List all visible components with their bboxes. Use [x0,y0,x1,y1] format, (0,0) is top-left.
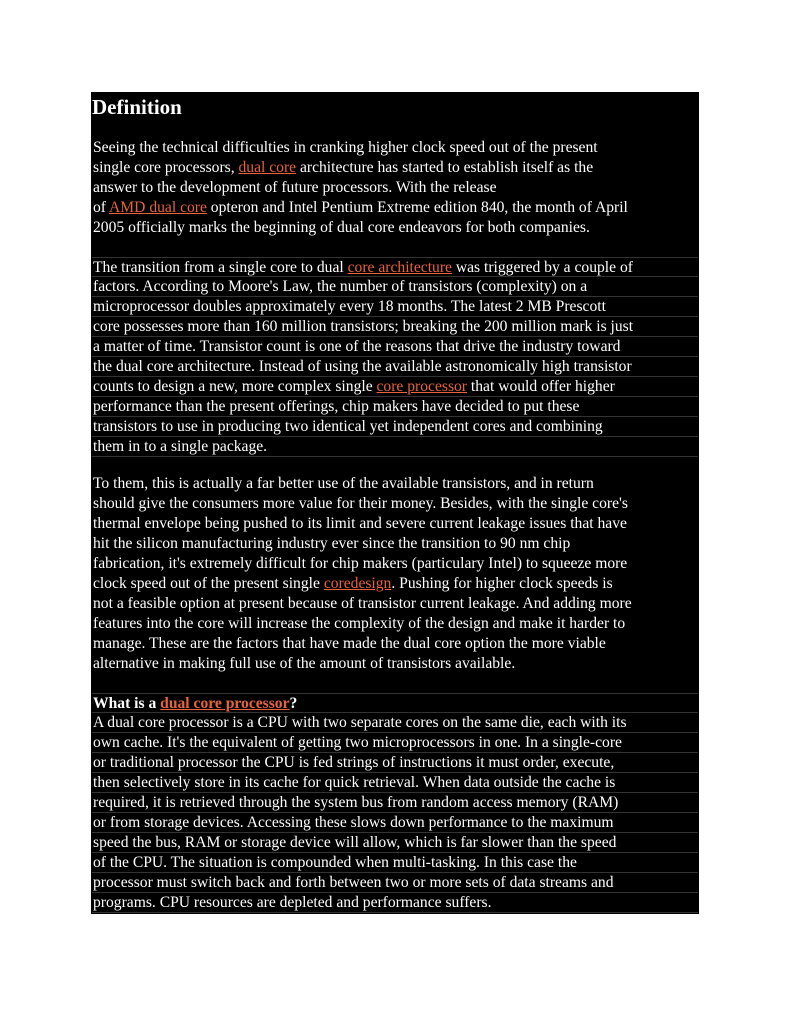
text-line [92,733,698,753]
text: What is a [93,695,161,712]
coredesign-link[interactable]: coredesign [323,575,392,592]
text-line [92,437,698,457]
text: architecture has started to establish itself as the [296,159,594,176]
text: hit the silicon manufacturing industry ever since the transition to 90 nm chip [93,535,571,552]
text: manage. These are the factors that have made the dual core option the more viable [93,635,606,652]
paragraph-transistors [92,474,698,674]
text: was triggered by a couple of [451,259,633,276]
text: Seeing the technical difficulties in cranking higher clock speed out of the present [93,139,598,156]
text-line [92,753,698,773]
text: not a feasible option at present because of transistor current leakage. And adding more [93,595,632,612]
text-line [92,793,698,813]
text: answer to the development of future processors. With the release [93,179,497,196]
text-line [92,713,698,733]
text-line [92,218,698,238]
paragraph-what-is [92,693,698,913]
text: then selectively store in its cache for quick retrieval. When data outside the cache is [93,774,616,791]
text-line [92,853,698,873]
text-line [92,873,698,893]
text-line [92,773,698,793]
core-architecture-link[interactable]: core architecture [347,259,452,276]
core-processor-link[interactable]: core processor [376,378,468,395]
text: transistors to use in producing two identical yet independent cores and combining [93,418,603,435]
text: a matter of time. Transistor count is one of the reasons that drive the industry toward [93,338,621,355]
text: To them, this is actually a far better use of the available transistors, and in return [93,475,594,492]
text: or from storage devices. Accessing these slows down performance to the maximum [93,814,614,831]
amd-dual-core-link[interactable]: AMD dual core [109,199,207,216]
text: own cache. It's the equivalent of getting two microprocessors in one. In a single-core [93,734,622,751]
text: microprocessor doubles approximately every 18 months. The latest 2 MB Prescott [93,298,606,315]
paragraph-intro [92,138,698,238]
text-line [92,813,698,833]
text-line [92,317,698,337]
text: features into the core will increase the complexity of the design and make it harder to [93,615,626,632]
text-line [92,514,698,534]
text-line [92,534,698,554]
text: 2005 officially marks the beginning of dual core endeavors for both companies. [93,219,590,236]
text-line [92,158,698,178]
text: factors. According to Moore's Law, the number of transistors (complexity) on a [93,278,588,295]
text-line [92,277,698,297]
text: fabrication, it's extremely difficult for chip makers (particulary Intel) to squeeze more [93,555,628,572]
text-line [92,574,698,594]
text-line [92,614,698,634]
text-line [92,357,698,377]
text: core possesses more than 160 million transistors; breaking the 200 million mark is just [93,318,634,335]
text-line [92,198,698,218]
text-line [92,634,698,654]
text-line [92,594,698,614]
text: should give the consumers more value for their money. Besides, with the single core's [93,495,628,512]
text: opteron and Intel Pentium Extreme edition 840, the month of April [206,199,628,216]
text-line [92,554,698,574]
text-line [92,138,698,158]
text-line [92,474,698,494]
text-line [92,893,698,913]
page-title: Definition [92,95,182,119]
article-block [91,92,699,914]
text: required, it is retrieved through the system bus from random access memory (RAM) [93,794,619,811]
section-heading [92,693,698,713]
text: The transition from a single core to dual [93,259,348,276]
dual-core-processor-link[interactable]: dual core processor [160,695,290,712]
text-line [92,654,698,674]
text-line [92,257,698,277]
text: of [93,199,110,216]
dual-core-link[interactable]: dual core [238,159,297,176]
text: speed the bus, RAM or storage device will allow, which is far slower than the speed [93,834,617,851]
text: counts to design a new, more complex single [93,378,377,395]
paragraph-transition [92,257,698,457]
text: them in to a single package. [93,438,268,455]
text: the dual core architecture. Instead of using the available astronomically high transistor [93,358,632,375]
text-line [92,337,698,357]
text: that would offer higher [467,378,615,395]
text: . Pushing for higher clock speeds is [391,575,613,592]
text-line [92,377,698,397]
text: clock speed out of the present single [93,575,324,592]
text: or traditional processor the CPU is fed strings of instructions it must order, execute, [93,754,615,771]
text-line [92,178,698,198]
text: of the CPU. The situation is compounded when multi-tasking. In this case the [93,854,577,871]
text: single core processors, [93,159,239,176]
text: thermal envelope being pushed to its limit and severe current leakage issues that have [93,515,627,532]
text: performance than the present offerings, chip makers have decided to put these [93,398,580,415]
text-line [92,297,698,317]
text: alternative in making full use of the amount of transistors available. [93,655,516,672]
text: processor must switch back and forth between two or more sets of data streams and [93,874,614,891]
text-line [92,494,698,514]
text-line [92,417,698,437]
text-line [92,397,698,417]
text-line [92,833,698,853]
text: ? [289,695,298,712]
text: programs. CPU resources are depleted and performance suffers. [93,894,492,911]
text: A dual core processor is a CPU with two separate cores on the same die, each with its [93,714,627,731]
